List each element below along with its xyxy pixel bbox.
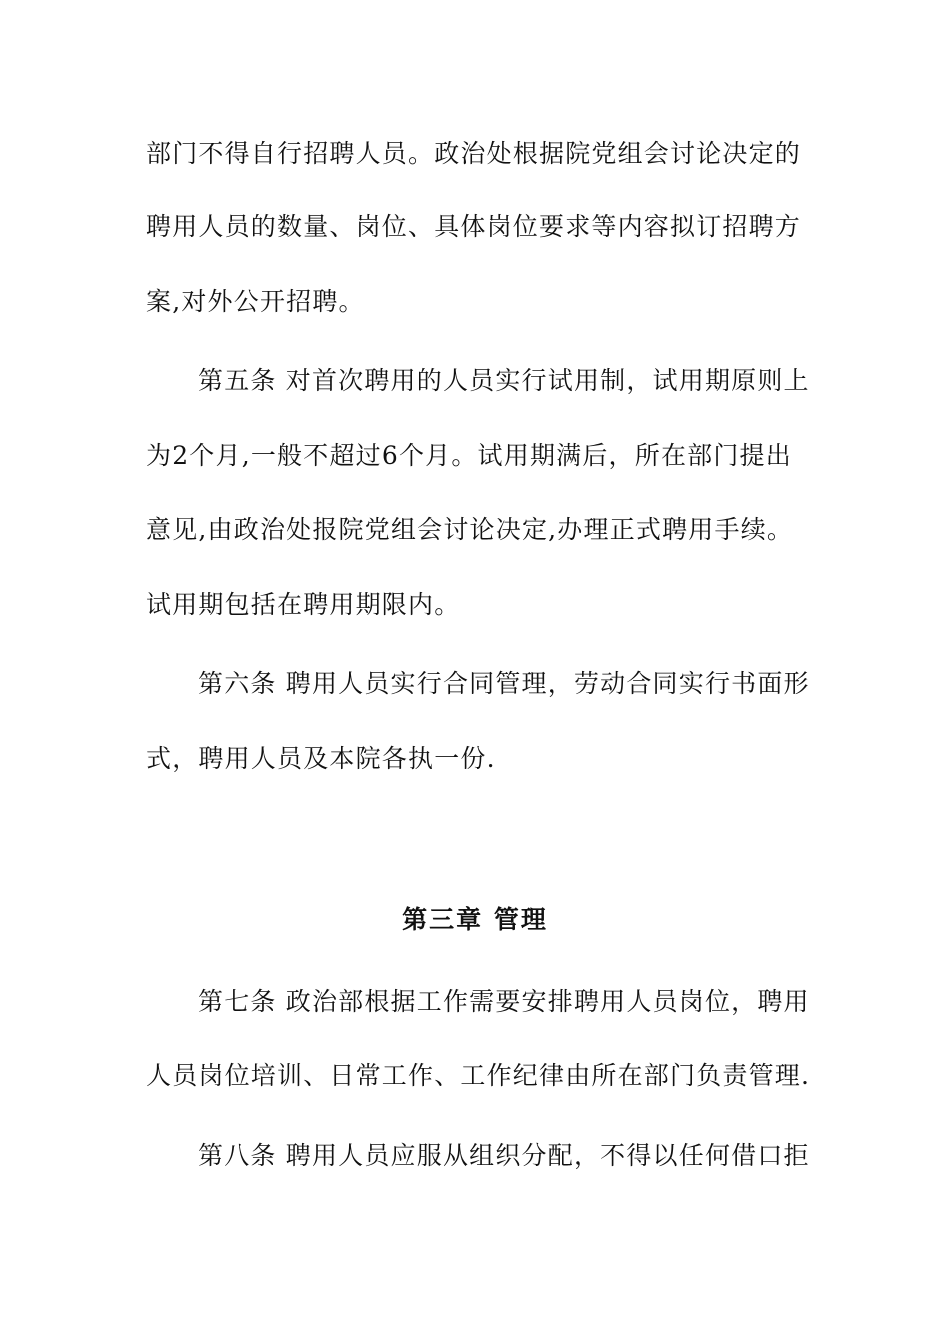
text-line: 案,对外公开招聘。 — [146, 287, 365, 316]
text-line: 试用期包括在聘用期限内。 — [146, 590, 461, 619]
text-line: 部门不得自行招聘人员。政治处根据院党组会讨论决定的 — [146, 139, 802, 168]
chapter-heading: 第三章 管理 — [402, 905, 548, 934]
article-6-first-line: 第六条 聘用人员实行合同管理，劳动合同实行书面形 — [198, 669, 810, 698]
text-line: 为2个月,一般不超过6个月。试用期满后，所在部门提出 — [146, 441, 792, 470]
text-line: 聘用人员的数量、岗位、具体岗位要求等内容拟订招聘方 — [146, 212, 802, 241]
text-line: 式，聘用人员及本院各执一份. — [146, 744, 496, 773]
text-line: 意见,由政治处报院党组会讨论决定,办理正式聘用手续。 — [146, 515, 794, 544]
article-8-first-line: 第八条 聘用人员应服从组织分配，不得以任何借口拒 — [198, 1141, 810, 1170]
article-7-first-line: 第七条 政治部根据工作需要安排聘用人员岗位，聘用 — [198, 987, 810, 1016]
article-5-first-line: 第五条 对首次聘用的人员实行试用制，试用期原则上 — [198, 366, 810, 395]
text-line: 人员岗位培训、日常工作、工作纪律由所在部门负责管理. — [146, 1061, 811, 1090]
